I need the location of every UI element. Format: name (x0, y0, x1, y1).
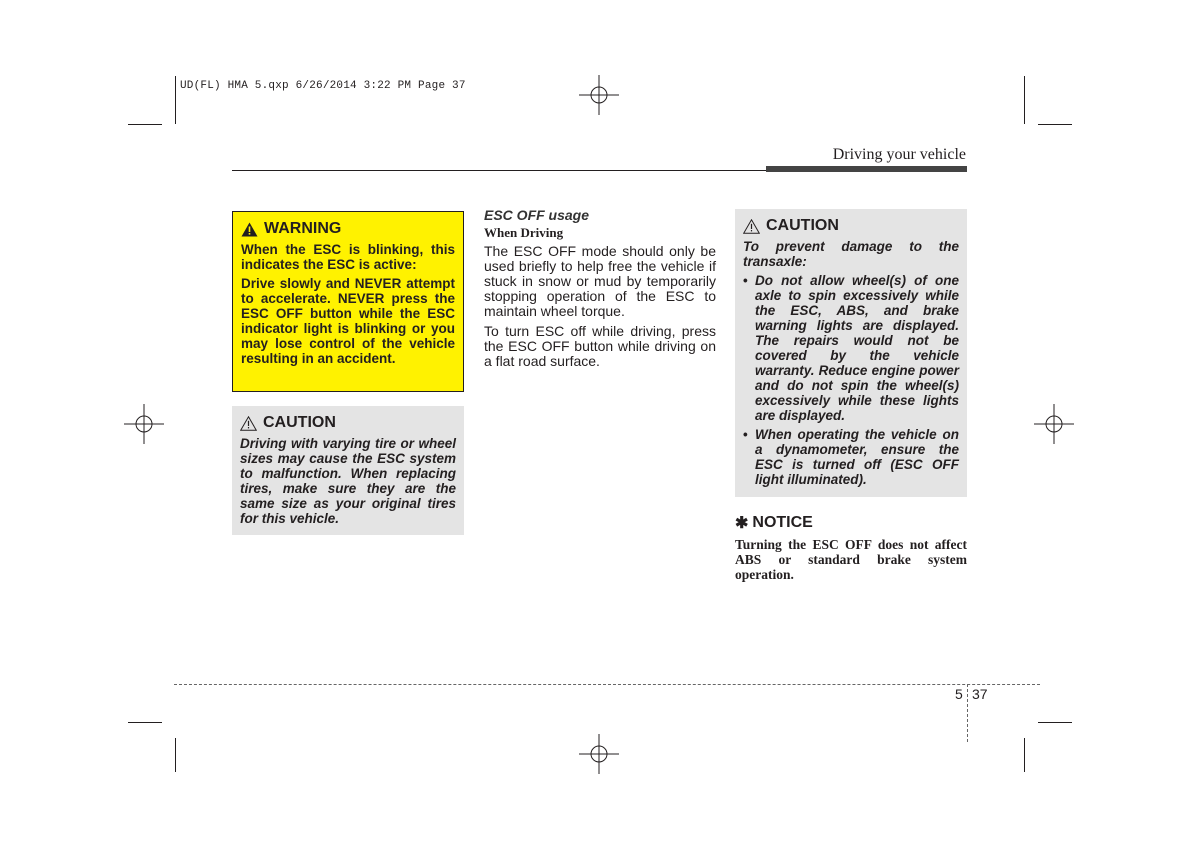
header-rule (232, 170, 766, 171)
warning-title-text: WARNING (264, 220, 342, 237)
caution-box (735, 209, 967, 497)
esc-off-section (484, 207, 716, 374)
page-section-number: 5 (955, 686, 963, 702)
crop-mark (128, 124, 162, 125)
notice-section (735, 513, 967, 582)
section-heading: ESC OFF usage (484, 207, 590, 223)
crop-mark (175, 738, 176, 772)
caution-title-text: CAUTION (263, 414, 336, 431)
caution-title-text: CAUTION (766, 217, 839, 234)
caution-title (240, 414, 456, 432)
caution-box (232, 406, 464, 535)
caution-bullet-list (743, 273, 959, 487)
footer-divider (967, 684, 968, 742)
warning-triangle-icon (241, 222, 258, 237)
footer-rule (174, 684, 1040, 685)
caution-triangle-icon (240, 416, 257, 431)
warning-title (241, 220, 455, 238)
notice-title-text: NOTICE (752, 514, 813, 531)
notice-title (735, 513, 967, 533)
warning-para: When the ESC is blinking, this indicates the ESC is active: (241, 242, 455, 272)
crop-mark (1038, 124, 1072, 125)
crop-mark (1024, 738, 1025, 772)
registration-mark-icon (579, 734, 619, 774)
caution-intro: To prevent damage to the transaxle: (743, 239, 959, 269)
page-number: 37 (972, 686, 988, 702)
section-title: Driving your vehicle (832, 146, 966, 163)
body-paragraph: To turn ESC off while driving, press the ESC OFF button while driving on a flat road surface. (484, 323, 716, 369)
registration-mark-icon (1034, 404, 1074, 444)
caution-triangle-icon (743, 219, 760, 234)
caution-text: Driving with varying tire or wheel sizes may cause the ESC system to malfunction. When replacing tires, make sure they are the same size as your original tires for this vehicle. (240, 436, 456, 526)
crop-mark (128, 722, 162, 723)
caution-title (743, 217, 959, 235)
warning-box (232, 211, 464, 392)
list-item: • When operating the vehicle on a dynamometer, ensure the ESC is turned off (ESC OFF light illuminated). (743, 427, 959, 487)
section-subheading: When Driving (484, 225, 564, 240)
header-bar (766, 166, 967, 172)
registration-mark-icon (124, 404, 164, 444)
notice-asterisk-icon: ✱ (735, 515, 749, 532)
list-item: • Do not allow wheel(s) of one axle to spin excessively while the ESC, ABS, and brake warning lights are displayed. The repairs would not be covered by the vehicle warranty. Reduce engine power and do not spin the wheel(s) excessively while these lights are displayed. (743, 273, 959, 423)
crop-mark (1038, 722, 1072, 723)
print-slug: UD(FL) HMA 5.qxp 6/26/2014 3:22 PM Page 37 (180, 80, 466, 92)
registration-mark-icon (579, 75, 619, 115)
body-paragraph: The ESC OFF mode should only be used briefly to help free the vehicle if stuck in snow or mud by temporarily stopping operation of the ESC to maintain wheel torque. (484, 243, 716, 319)
notice-text: Turning the ESC OFF does not affect ABS or standard brake system operation. (735, 537, 967, 582)
crop-mark (175, 76, 176, 124)
warning-para: Drive slowly and NEVER attempt to accelerate. NEVER press the ESC OFF button while the ESC indicator light is blinking or you may lose control of the vehicle resulting in an accident. (241, 276, 455, 366)
crop-mark (1024, 76, 1025, 124)
